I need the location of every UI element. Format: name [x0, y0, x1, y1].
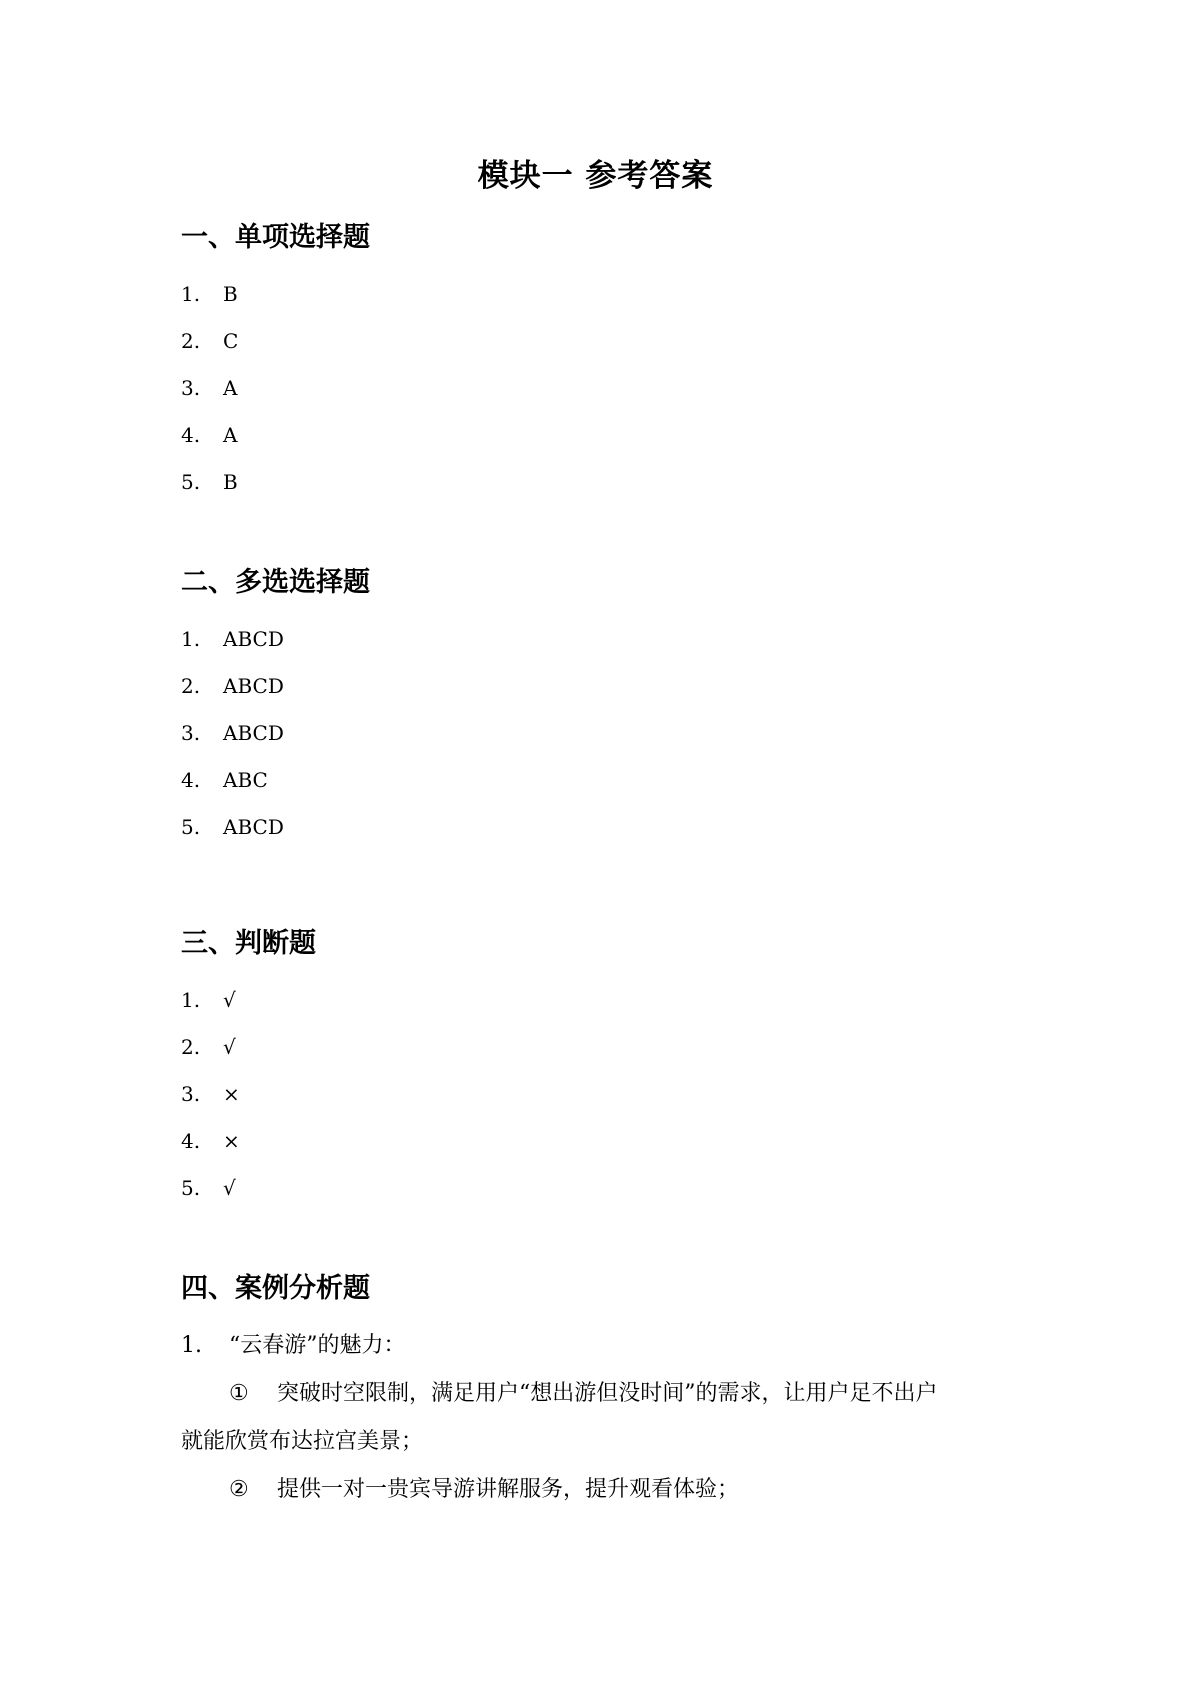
item-answer: √ [223, 988, 236, 1012]
item-number: 1. [181, 988, 201, 1012]
answer-item [181, 813, 284, 841]
item-answer: × [223, 1082, 240, 1106]
item-number: 3. [181, 1082, 201, 1106]
point-marker: ② [229, 1477, 249, 1502]
section-heading-case-analysis: 四、案例分析题 [181, 1273, 370, 1304]
item-answer: ABCD [223, 815, 284, 839]
item-number: 4. [181, 768, 201, 792]
item-answer: √ [223, 1176, 236, 1200]
answer-item [181, 280, 238, 308]
point-text-line1: 提供一对一贵宾导游讲解服务，提升观看体验； [277, 1477, 740, 1502]
item-number: 3. [181, 721, 201, 745]
item-number: 5. [181, 470, 201, 494]
item-number: 5. [181, 1176, 201, 1200]
answer-item [181, 421, 237, 449]
point-text-line1: 突破时空限制，满足用户“想出游但没时间”的需求，让用户足不出户 [277, 1381, 938, 1406]
answer-item [181, 1080, 240, 1108]
answer-item [181, 1127, 240, 1155]
item-number: 4. [181, 423, 201, 447]
case-point [229, 1475, 739, 1505]
item-answer: √ [223, 1035, 236, 1059]
section-heading-true-false: 三、判断题 [181, 928, 316, 959]
item-number: 2. [181, 1035, 201, 1059]
item-answer: A [223, 376, 238, 400]
answer-item [181, 374, 237, 402]
item-number: 4. [181, 1129, 201, 1153]
item-number: 1. [181, 282, 201, 306]
case-question-text: “云春游”的魅力： [229, 1333, 406, 1358]
item-answer: B [223, 470, 238, 494]
item-answer: ABCD [223, 627, 284, 651]
answer-item [181, 468, 238, 496]
answer-item [181, 1174, 236, 1202]
answer-item [181, 719, 284, 747]
item-number: 2. [181, 674, 201, 698]
item-number: 1. [181, 627, 201, 651]
case-point [229, 1379, 938, 1409]
case-question [181, 1331, 406, 1361]
page-title: 模块一 参考答案 [477, 158, 714, 194]
item-number: 5. [181, 815, 201, 839]
case-point-continuation: 就能欣赏布达拉宫美景； [181, 1429, 424, 1454]
item-answer: A [223, 423, 238, 447]
item-answer: C [223, 329, 239, 353]
item-answer: ABCD [223, 721, 284, 745]
answer-item [181, 625, 284, 653]
section-heading-multiple-choice: 二、多选选择题 [181, 567, 370, 598]
item-answer: B [223, 282, 238, 306]
point-marker: ① [229, 1381, 249, 1406]
answer-item [181, 986, 236, 1014]
answer-item [181, 766, 268, 794]
section-heading-single-choice: 一、单项选择题 [181, 222, 370, 253]
item-number: 1. [181, 1333, 202, 1358]
item-answer: × [223, 1129, 240, 1153]
item-number: 2. [181, 329, 201, 353]
item-answer: ABCD [223, 674, 284, 698]
answer-item [181, 1033, 236, 1061]
item-answer: ABC [223, 768, 268, 792]
item-number: 3. [181, 376, 201, 400]
answer-item [181, 327, 238, 355]
answer-item [181, 672, 284, 700]
